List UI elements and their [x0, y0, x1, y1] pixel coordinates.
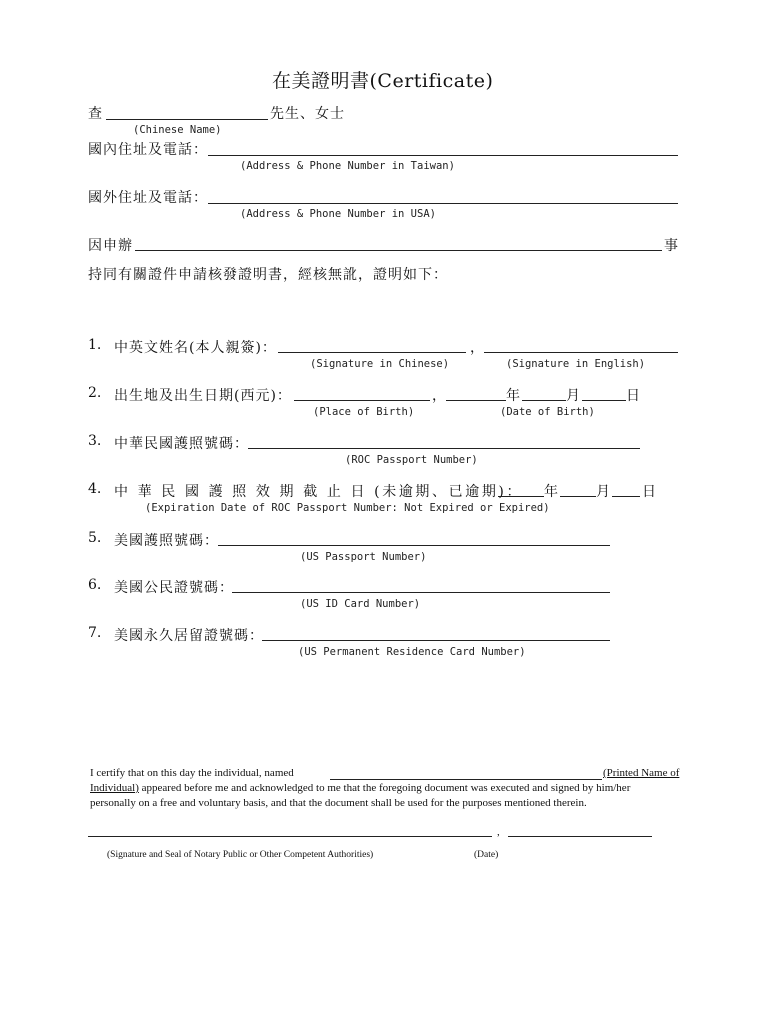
certify-line-1a: I certify that on this day the individual, named — [90, 767, 294, 779]
us-passport-number-field[interactable] — [218, 545, 610, 546]
birth-month-label: 月 — [566, 388, 581, 404]
certify-line-2a: Individual) — [90, 782, 139, 794]
expiry-month-field[interactable] — [560, 496, 596, 497]
birth-month-field[interactable] — [522, 400, 566, 401]
item-5-number: 5. — [88, 530, 102, 546]
item-1-hint-a: (Signature in Chinese) — [310, 358, 450, 370]
item-1-hint-b: (Signature in English) — [506, 358, 646, 370]
apply-purpose-field[interactable] — [135, 250, 662, 251]
item-4-number: 4. — [88, 481, 102, 497]
name-prefix: 查 — [88, 106, 103, 122]
notary-date-field[interactable] — [508, 836, 652, 837]
item-4-hint: (Expiration Date of ROC Passport Number: Not Expired or Expired) — [145, 502, 550, 514]
expiry-year-field[interactable] — [498, 496, 544, 497]
birth-year-label: 年 — [506, 388, 521, 404]
certify-line-1b: (Printed Name of — [603, 767, 680, 779]
item-3-number: 3. — [88, 433, 102, 449]
signature-english-field[interactable] — [484, 352, 678, 353]
signature-chinese-field[interactable] — [278, 352, 466, 353]
item-1-label: 中英文姓名(本人親簽)： — [114, 340, 277, 356]
roc-passport-number-field[interactable] — [248, 448, 640, 449]
page-title: 在美證明書(Certificate) — [272, 70, 494, 92]
expiry-month-label: 月 — [596, 484, 611, 500]
item-6-hint: (US ID Card Number) — [300, 598, 421, 610]
item-7-label: 美國永久居留證號碼： — [114, 628, 264, 644]
apply-prefix: 因申辦 — [88, 238, 133, 254]
place-of-birth-field[interactable] — [294, 400, 430, 401]
foreign-address-hint: (Address & Phone Number in USA) — [240, 208, 436, 220]
item-6-label: 美國公民證號碼： — [114, 580, 234, 596]
domestic-address-label: 國內住址及電話： — [88, 142, 208, 158]
birth-year-field[interactable] — [446, 400, 506, 401]
chinese-name-hint: (Chinese Name) — [133, 124, 222, 136]
chinese-name-field[interactable] — [106, 119, 268, 120]
item-2-comma: ， — [432, 388, 447, 404]
expiry-day-field[interactable] — [612, 496, 640, 497]
certify-line-3: personally on a free and voluntary basis, and that the document shall be used for the purposes mentioned therein. — [90, 797, 587, 809]
printed-name-field[interactable] — [330, 779, 602, 780]
item-2-hint-b: (Date of Birth) — [500, 406, 595, 418]
apply-suffix: 事 — [664, 238, 679, 254]
item-1-comma: ， — [470, 340, 485, 356]
item-2-label: 出生地及出生日期(西元)： — [114, 388, 292, 404]
item-2-hint-a: (Place of Birth) — [313, 406, 415, 418]
signature-comma: , — [497, 826, 500, 838]
item-3-hint: (ROC Passport Number) — [345, 454, 478, 466]
certify-line-2 — [90, 782, 630, 794]
domestic-address-field[interactable] — [208, 155, 678, 156]
item-2-number: 2. — [88, 385, 102, 401]
item-4-label: 中 華 民 國 護 照 效 期 截 止 日 (未逾期、已逾期)： — [114, 484, 524, 500]
notary-signature-field[interactable] — [88, 836, 492, 837]
foreign-address-label: 國外住址及電話： — [88, 190, 208, 206]
statement-text: 持同有關證件申請核發證明書，經核無訛，證明如下： — [88, 267, 448, 283]
item-5-hint: (US Passport Number) — [300, 551, 427, 563]
notary-signature-hint: (Signature and Seal of Notary Public or Other Competent Authorities) — [107, 850, 374, 860]
item-7-number: 7. — [88, 625, 102, 641]
honorific-label: 先生、女士 — [270, 106, 345, 122]
birth-day-field[interactable] — [582, 400, 626, 401]
expiry-year-label: 年 — [544, 484, 559, 500]
domestic-address-hint: (Address & Phone Number in Taiwan) — [240, 160, 455, 172]
expiry-day-label: 日 — [642, 484, 657, 500]
item-6-number: 6. — [88, 577, 102, 593]
foreign-address-field[interactable] — [208, 203, 678, 204]
item-7-hint: (US Permanent Residence Card Number) — [298, 646, 526, 658]
item-3-label: 中華民國護照號碼： — [114, 436, 249, 452]
us-id-card-number-field[interactable] — [232, 592, 610, 593]
birth-day-label: 日 — [626, 388, 641, 404]
notary-date-hint: (Date) — [474, 850, 499, 860]
item-1-number: 1. — [88, 337, 102, 353]
us-permanent-residence-number-field[interactable] — [262, 640, 610, 641]
certify-line-2b: appeared before me and acknowledged to me that the foregoing document was executed and signed by him/her — [138, 782, 631, 794]
item-5-label: 美國護照號碼： — [114, 533, 219, 549]
